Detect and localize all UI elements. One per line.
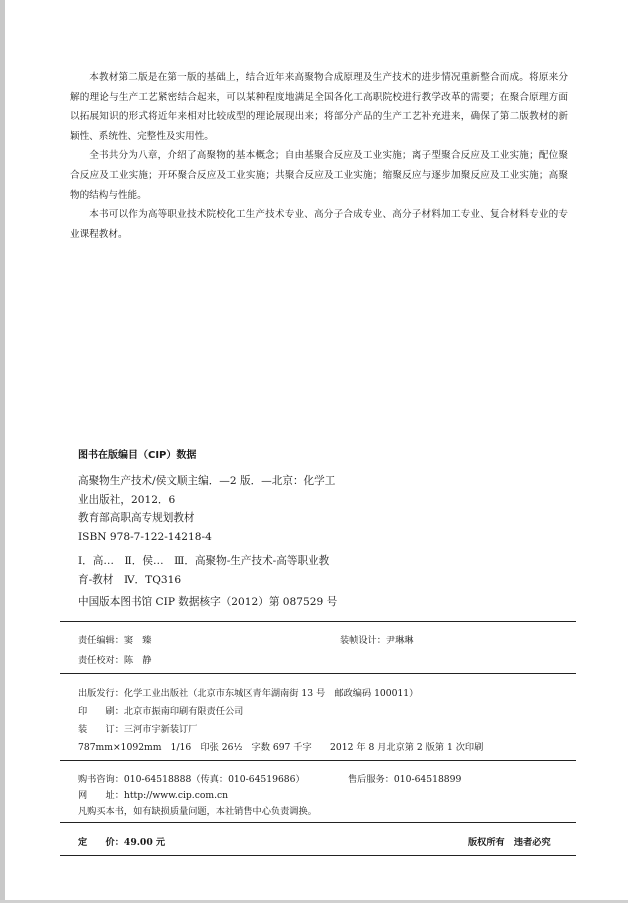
- print-specs: 787mm×1092mm 1/16 印张 26½ 字数 697 千字 2012 年 8 月北京第 2 版第 1 次印刷: [78, 742, 484, 753]
- page-left-edge: [0, 0, 5, 903]
- cip-line-classification-2: 育-教材 Ⅳ．TQ316: [78, 573, 182, 586]
- website: 网 址：http://www.cip.com.cn: [78, 790, 229, 801]
- abstract-paragraph-1: 本教材第二版是在第一版的基础上，结合近年来高聚物合成原理及生产技术的进步情况重新整合而成。将原来分解的理论与生产工艺紧密结合起来，可以某种程度地满足全国各化工高职院校进行教学改革的需要；在聚合原理方面以拓展知识的形式将近年来相对比较成型的理论展现出来；将部分产品的生产工艺补充进来，确保了第二版教材的新颖性、系统性、完整性及实用性。: [70, 72, 568, 142]
- divider-top: [60, 621, 576, 622]
- divider-bottom: [60, 855, 576, 856]
- responsible-editor: 责任编辑：窦 臻: [78, 635, 152, 646]
- after-sales-service: 售后服务：010-64518899: [348, 774, 462, 785]
- abstract: [70, 68, 568, 244]
- cip-heading: 图书在版编目（CIP）数据: [78, 450, 197, 461]
- divider-footer: [60, 822, 576, 823]
- cover-designer: 装帧设计：尹琳琳: [340, 635, 414, 646]
- cip-line-classification-1: Ⅰ．高… Ⅱ．侯… Ⅲ．高聚物-生产技术-高等职业教: [78, 555, 330, 568]
- copyright-notice: 版权所有 违者必究: [468, 837, 551, 848]
- cip-line-isbn: ISBN 978-7-122-14218-4: [78, 530, 212, 543]
- purchase-hotline: 购书咨询：010-64518888（传真：010-64519686）: [78, 774, 305, 785]
- abstract-paragraph-2: 全书共分为八章，介绍了高聚物的基本概念；自由基聚合反应及工业实施；离子型聚合反应及工业实施；配位聚合反应及工业实施；开环聚合反应及工业实施；共聚合反应及工业实施；缩聚反应与逐步加聚反应及工业实施；高聚物的结构与性能。: [70, 150, 568, 201]
- abstract-paragraph-3: 本书可以作为高等职业技术院校化工生产技术专业、高分子合成专业、高分子材料加工专业、复合材料专业的专业课程教材。: [70, 209, 568, 240]
- publisher-info: 出版发行：化学工业出版社（北京市东城区青年湖南街 13 号 邮政编码 100011）: [78, 688, 419, 699]
- cip-data-number: 中国版本图书馆 CIP 数据核字（2012）第 087529 号: [78, 596, 338, 608]
- defect-notice: 凡购买本书，如有缺损质量问题，本社销售中心负责调换。: [78, 806, 317, 817]
- cip-line-publisher: 业出版社，2012．6: [78, 493, 176, 506]
- cip-line-series: 教育部高职高专规划教材: [78, 512, 195, 525]
- price: 定 价：49.00 元: [78, 837, 166, 848]
- printer-info: 印 刷：北京市振南印刷有限责任公司: [78, 706, 244, 717]
- divider-publish: [60, 760, 576, 761]
- cip-line-title: 高聚物生产技术/侯文顺主编．—2 版．—北京：化学工: [78, 475, 336, 487]
- cip-record: [78, 472, 388, 590]
- binder-info: 装 订：三河市宇新装订厂: [78, 724, 198, 735]
- divider-staff: [60, 673, 576, 674]
- responsible-proofreader: 责任校对：陈 静: [78, 655, 152, 666]
